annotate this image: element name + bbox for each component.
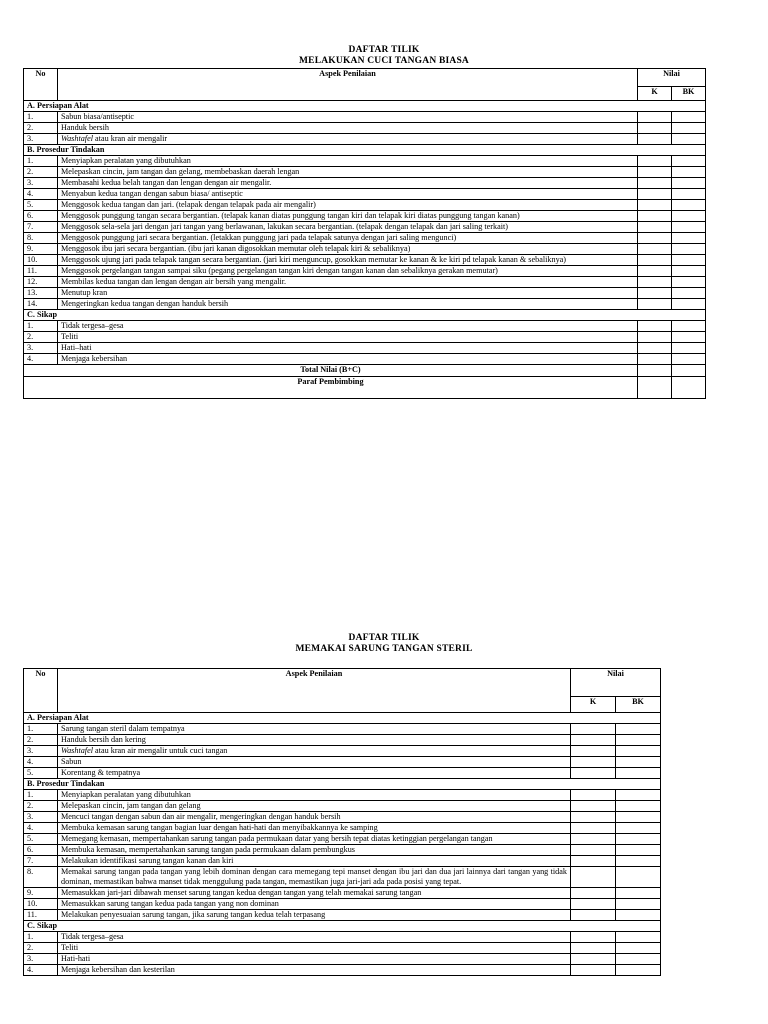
score-bk-cell[interactable] bbox=[616, 965, 661, 976]
score-bk-cell[interactable] bbox=[672, 222, 706, 233]
item-italic-term: Washtafel bbox=[61, 746, 93, 755]
doc1-title-line2: MELAKUKAN CUCI TANGAN BIASA bbox=[299, 56, 469, 66]
item-number: 3. bbox=[24, 954, 58, 965]
score-k-cell[interactable] bbox=[571, 746, 616, 757]
doc1-title bbox=[0, 45, 768, 67]
item-aspek-text: Melakukan identifikasi sarung tangan kanan dan kiri bbox=[58, 856, 571, 867]
section-title: A. Persiapan Alat bbox=[24, 713, 661, 724]
score-k-cell[interactable] bbox=[571, 954, 616, 965]
item-aspek-text: Sarung tangan steril dalam tempatnya bbox=[58, 724, 571, 735]
score-bk-cell[interactable] bbox=[672, 288, 706, 299]
score-k-cell[interactable] bbox=[638, 299, 672, 310]
score-bk-cell[interactable] bbox=[616, 823, 661, 834]
checklist-row bbox=[24, 266, 706, 277]
header-nilai: Nilai bbox=[638, 69, 706, 87]
score-bk-cell[interactable] bbox=[616, 746, 661, 757]
paraf-pembimbing-label: Paraf Pembimbing bbox=[24, 377, 638, 399]
header-bk: BK bbox=[672, 87, 706, 101]
score-k-cell[interactable] bbox=[638, 321, 672, 332]
item-aspek-text: Mencuci tangan dengan sabun dan air mengalir, mengeringkan dengan handuk bersih bbox=[58, 812, 571, 823]
item-number: 9. bbox=[24, 888, 58, 899]
score-bk-cell[interactable] bbox=[616, 856, 661, 867]
checklist-row bbox=[24, 299, 706, 310]
checklist-row bbox=[24, 233, 706, 244]
item-aspek-text: Menggosok punggung tangan secara bergantian. (telapak kanan diatas punggung tangan kiri dan telapak kiri diatas punggung tangan kanan) bbox=[58, 211, 638, 222]
checklist-row bbox=[24, 932, 661, 943]
score-bk-cell[interactable] bbox=[616, 768, 661, 779]
score-k-cell[interactable] bbox=[638, 266, 672, 277]
item-number: 3. bbox=[24, 812, 58, 823]
item-aspek-text: Menggosok sela-sela jari dengan jari tangan yang berlawanan, lakukan secara bergantian. (telapak dengan telapak dan jari saling terkait) bbox=[58, 222, 638, 233]
checklist-row bbox=[24, 244, 706, 255]
item-number: 14. bbox=[24, 299, 58, 310]
checklist-row bbox=[24, 768, 661, 779]
score-k-cell[interactable] bbox=[638, 167, 672, 178]
doc1-table-body bbox=[24, 101, 706, 365]
doc2-title-line1: DAFTAR TILIK bbox=[348, 633, 420, 643]
score-k-cell[interactable] bbox=[571, 757, 616, 768]
item-number: 7. bbox=[24, 222, 58, 233]
score-bk-cell[interactable] bbox=[672, 178, 706, 189]
score-k-cell[interactable] bbox=[638, 288, 672, 299]
header-no: No bbox=[24, 69, 58, 101]
section-header-row bbox=[24, 310, 706, 321]
checklist-row bbox=[24, 189, 706, 200]
checklist-row bbox=[24, 757, 661, 768]
item-aspek-text: Menggosok ibu jari secara bergantian. (ibu jari kanan digosokkan memutar oleh telapak kiri & sebaliknya) bbox=[58, 244, 638, 255]
section-header-row bbox=[24, 779, 661, 790]
checklist-row bbox=[24, 965, 661, 976]
doc2-title bbox=[0, 633, 768, 655]
score-k-cell[interactable] bbox=[571, 735, 616, 746]
score-k-cell[interactable] bbox=[638, 112, 672, 123]
score-k-cell[interactable] bbox=[571, 790, 616, 801]
item-number: 8. bbox=[24, 867, 58, 888]
score-k-cell[interactable] bbox=[638, 134, 672, 145]
item-aspek-text: Menyabun kedua tangan dengan sabun biasa/ antiseptic bbox=[58, 189, 638, 200]
item-aspek-text: Melepaskan cincin, jam tangan dan gelang, membebaskan daerah lengan bbox=[58, 167, 638, 178]
item-number: 5. bbox=[24, 768, 58, 779]
item-italic-term: Washtafel bbox=[61, 134, 93, 143]
item-text: atau kran air mengalir untuk cuci tangan bbox=[93, 746, 228, 755]
item-number: 4. bbox=[24, 189, 58, 200]
score-k-cell[interactable] bbox=[571, 888, 616, 899]
item-number: 4. bbox=[24, 354, 58, 365]
item-aspek-text: Menggosok punggung jari secara bergantian. (letakkan punggung jari pada telapak satunya dengan jari saling mengunci) bbox=[58, 233, 638, 244]
score-k-cell[interactable] bbox=[638, 277, 672, 288]
score-bk-cell[interactable] bbox=[616, 910, 661, 921]
doc2-table-body bbox=[24, 713, 661, 976]
item-aspek-text: Menutup kran bbox=[58, 288, 638, 299]
item-aspek-text: Menggosok ujung jari pada telapak tangan secara bergantian. (jari kiri menguncup, gosokkan memutar ke kanan & ke kiri pd telapak kanan & sebaliknya) bbox=[58, 255, 638, 266]
item-number: 7. bbox=[24, 856, 58, 867]
item-aspek-text: Melepaskan cincin, jam tangan dan gelang bbox=[58, 801, 571, 812]
item-number: 11. bbox=[24, 910, 58, 921]
paraf-k-cell[interactable] bbox=[638, 377, 672, 399]
header-k: K bbox=[571, 697, 616, 713]
item-number: 6. bbox=[24, 845, 58, 856]
item-aspek-text: Menggosok kedua tangan dan jari. (telapak dengan telapak pada air mengalir) bbox=[58, 200, 638, 211]
score-bk-cell[interactable] bbox=[672, 123, 706, 134]
item-aspek-text bbox=[58, 134, 638, 145]
total-nilai-label: Total Nilai (B+C) bbox=[24, 365, 638, 377]
checklist-row bbox=[24, 823, 661, 834]
section-title: C. Sikap bbox=[24, 921, 661, 932]
header-aspek: Aspek Penilaian bbox=[58, 669, 571, 713]
score-bk-cell[interactable] bbox=[672, 277, 706, 288]
item-number: 11. bbox=[24, 266, 58, 277]
score-bk-cell[interactable] bbox=[616, 954, 661, 965]
doc2-checklist-table bbox=[23, 668, 661, 976]
checklist-row bbox=[24, 354, 706, 365]
checklist-row bbox=[24, 222, 706, 233]
checklist-row bbox=[24, 735, 661, 746]
score-k-cell[interactable] bbox=[638, 332, 672, 343]
item-aspek-text: Membuka kemasan, mempertahankan sarung tangan pada permukaan dalam pembungkus bbox=[58, 845, 571, 856]
item-aspek-text: Mengeringkan kedua tangan dengan handuk bersih bbox=[58, 299, 638, 310]
score-k-cell[interactable] bbox=[571, 867, 616, 888]
item-text: atau kran air mengalir bbox=[93, 134, 168, 143]
item-aspek-text: Handuk bersih dan kering bbox=[58, 735, 571, 746]
checklist-row bbox=[24, 954, 661, 965]
item-aspek-text: Hati–hati bbox=[58, 343, 638, 354]
item-number: 10. bbox=[24, 899, 58, 910]
item-number: 1. bbox=[24, 156, 58, 167]
item-number: 5. bbox=[24, 200, 58, 211]
item-aspek-text: Handuk bersih bbox=[58, 123, 638, 134]
score-k-cell[interactable] bbox=[638, 244, 672, 255]
item-number: 1. bbox=[24, 724, 58, 735]
score-bk-cell[interactable] bbox=[672, 167, 706, 178]
score-bk-cell[interactable] bbox=[672, 266, 706, 277]
section-title: A. Persiapan Alat bbox=[24, 101, 706, 112]
score-k-cell[interactable] bbox=[638, 255, 672, 266]
item-number: 13. bbox=[24, 288, 58, 299]
item-number: 2. bbox=[24, 801, 58, 812]
score-k-cell[interactable] bbox=[638, 211, 672, 222]
score-k-cell[interactable] bbox=[571, 801, 616, 812]
item-number: 12. bbox=[24, 277, 58, 288]
score-bk-cell[interactable] bbox=[672, 134, 706, 145]
score-k-cell[interactable] bbox=[571, 845, 616, 856]
score-bk-cell[interactable] bbox=[672, 211, 706, 222]
score-bk-cell[interactable] bbox=[616, 812, 661, 823]
total-k-cell[interactable] bbox=[638, 365, 672, 377]
checklist-row bbox=[24, 746, 661, 757]
score-k-cell[interactable] bbox=[638, 200, 672, 211]
item-number: 4. bbox=[24, 757, 58, 768]
checklist-row bbox=[24, 288, 706, 299]
score-bk-cell[interactable] bbox=[616, 724, 661, 735]
score-bk-cell[interactable] bbox=[616, 888, 661, 899]
item-number: 3. bbox=[24, 178, 58, 189]
score-k-cell[interactable] bbox=[638, 156, 672, 167]
header-no: No bbox=[24, 669, 58, 713]
item-aspek-text: Membasahi kedua belah tangan dan lengan dengan air mengalir. bbox=[58, 178, 638, 189]
score-bk-cell[interactable] bbox=[616, 790, 661, 801]
score-bk-cell[interactable] bbox=[672, 233, 706, 244]
checklist-row bbox=[24, 845, 661, 856]
score-k-cell[interactable] bbox=[638, 189, 672, 200]
item-aspek-text: Sabun bbox=[58, 757, 571, 768]
checklist-row bbox=[24, 856, 661, 867]
item-number: 8. bbox=[24, 233, 58, 244]
score-bk-cell[interactable] bbox=[672, 354, 706, 365]
item-number: 4. bbox=[24, 823, 58, 834]
item-number: 2. bbox=[24, 123, 58, 134]
item-aspek-text: Memasukkan jari-jari dibawah menset sarung tangan kedua dengan tangan yang telah memakai sarung tangan bbox=[58, 888, 571, 899]
checklist-row bbox=[24, 200, 706, 211]
checklist-row bbox=[24, 134, 706, 145]
score-bk-cell[interactable] bbox=[616, 801, 661, 812]
section-header-row bbox=[24, 921, 661, 932]
item-number: 6. bbox=[24, 211, 58, 222]
score-k-cell[interactable] bbox=[571, 856, 616, 867]
checklist-row bbox=[24, 321, 706, 332]
score-bk-cell[interactable] bbox=[616, 834, 661, 845]
checklist-row bbox=[24, 943, 661, 954]
score-k-cell[interactable] bbox=[571, 812, 616, 823]
score-bk-cell[interactable] bbox=[672, 299, 706, 310]
score-k-cell[interactable] bbox=[638, 343, 672, 354]
item-aspek-text bbox=[58, 746, 571, 757]
score-k-cell[interactable] bbox=[571, 910, 616, 921]
item-number: 2. bbox=[24, 332, 58, 343]
item-aspek-text: Hati-hati bbox=[58, 954, 571, 965]
header-nilai: Nilai bbox=[571, 669, 661, 697]
score-k-cell[interactable] bbox=[571, 768, 616, 779]
doc1-title-line1: DAFTAR TILIK bbox=[348, 45, 420, 55]
section-header-row bbox=[24, 145, 706, 156]
checklist-row bbox=[24, 724, 661, 735]
item-aspek-text: Menggosok pergelangan tangan sampai siku (pegang pergelangan tangan kiri dengan tangan kanan dan sebaliknya gerakan memutar) bbox=[58, 266, 638, 277]
score-bk-cell[interactable] bbox=[672, 343, 706, 354]
section-header-row bbox=[24, 101, 706, 112]
score-bk-cell[interactable] bbox=[672, 156, 706, 167]
score-bk-cell[interactable] bbox=[672, 112, 706, 123]
checklist-row bbox=[24, 899, 661, 910]
score-bk-cell[interactable] bbox=[672, 321, 706, 332]
score-bk-cell[interactable] bbox=[616, 757, 661, 768]
section-header-row bbox=[24, 713, 661, 724]
item-aspek-text: Korentang & tempatnya bbox=[58, 768, 571, 779]
item-number: 2. bbox=[24, 943, 58, 954]
total-bk-cell[interactable] bbox=[672, 365, 706, 377]
item-number: 2. bbox=[24, 167, 58, 178]
score-bk-cell[interactable] bbox=[616, 735, 661, 746]
item-aspek-text: Tidak tergesa–gesa bbox=[58, 932, 571, 943]
item-number: 3. bbox=[24, 746, 58, 757]
score-bk-cell[interactable] bbox=[672, 244, 706, 255]
checklist-row bbox=[24, 812, 661, 823]
item-number: 2. bbox=[24, 735, 58, 746]
score-bk-cell[interactable] bbox=[616, 943, 661, 954]
score-bk-cell[interactable] bbox=[616, 899, 661, 910]
header-k: K bbox=[638, 87, 672, 101]
item-aspek-text: Memegang kemasan, mempertahankan sarung tangan pada permukaan datar yang bersih tepat diatas ketinggian pergelangan tangan bbox=[58, 834, 571, 845]
checklist-row bbox=[24, 156, 706, 167]
score-k-cell[interactable] bbox=[571, 965, 616, 976]
score-k-cell[interactable] bbox=[571, 823, 616, 834]
item-aspek-text: Memasukkan sarung tangan kedua pada tangan yang non dominan bbox=[58, 899, 571, 910]
score-bk-cell[interactable] bbox=[616, 867, 661, 888]
doc2-title-line2: MEMAKAI SARUNG TANGAN STERIL bbox=[295, 644, 473, 654]
score-bk-cell[interactable] bbox=[616, 845, 661, 856]
checklist-row bbox=[24, 277, 706, 288]
score-k-cell[interactable] bbox=[571, 943, 616, 954]
checklist-row bbox=[24, 211, 706, 222]
item-number: 9. bbox=[24, 244, 58, 255]
section-title: C. Sikap bbox=[24, 310, 706, 321]
item-number: 10. bbox=[24, 255, 58, 266]
section-title: B. Prosedur Tindakan bbox=[24, 145, 706, 156]
item-aspek-text: Memakai sarung tangan pada tangan yang lebih dominan dengan cara memegang tepi manset dengan ibu jari dan dua jari lainnya dari tangan yang tidak dominan, memastikan bahwa manset tidak menggulung pada tangan, memastikan juga jari-jari ada pada posisi yang tepat. bbox=[58, 867, 571, 888]
checklist-row bbox=[24, 123, 706, 134]
checklist-row bbox=[24, 112, 706, 123]
checklist-row bbox=[24, 867, 661, 888]
item-number: 1. bbox=[24, 112, 58, 123]
item-aspek-text: Teliti bbox=[58, 943, 571, 954]
score-bk-cell[interactable] bbox=[672, 255, 706, 266]
item-aspek-text: Menjaga kebersihan bbox=[58, 354, 638, 365]
score-k-cell[interactable] bbox=[571, 899, 616, 910]
item-number: 3. bbox=[24, 134, 58, 145]
score-bk-cell[interactable] bbox=[616, 932, 661, 943]
checklist-row bbox=[24, 888, 661, 899]
score-k-cell[interactable] bbox=[638, 354, 672, 365]
score-k-cell[interactable] bbox=[638, 233, 672, 244]
score-k-cell[interactable] bbox=[638, 178, 672, 189]
item-aspek-text: Membuka kemasan sarung tangan bagian luar dengan hati-hati dan menyibakkannya ke samping bbox=[58, 823, 571, 834]
item-number: 3. bbox=[24, 343, 58, 354]
section-title: B. Prosedur Tindakan bbox=[24, 779, 661, 790]
score-bk-cell[interactable] bbox=[672, 332, 706, 343]
checklist-row bbox=[24, 178, 706, 189]
score-k-cell[interactable] bbox=[571, 834, 616, 845]
item-aspek-text: Menjaga kebersihan dan kesterilan bbox=[58, 965, 571, 976]
item-aspek-text: Membilas kedua tangan dan lengan dengan air bersih yang mengalir. bbox=[58, 277, 638, 288]
score-k-cell[interactable] bbox=[638, 123, 672, 134]
paraf-bk-cell[interactable] bbox=[672, 377, 706, 399]
item-aspek-text: Sabun biasa/antiseptic bbox=[58, 112, 638, 123]
score-bk-cell[interactable] bbox=[672, 189, 706, 200]
item-aspek-text: Menyiapkan peralatan yang dibutuhkan bbox=[58, 790, 571, 801]
checklist-row bbox=[24, 910, 661, 921]
item-number: 1. bbox=[24, 932, 58, 943]
item-aspek-text: Tidak tergesa–gesa bbox=[58, 321, 638, 332]
score-bk-cell[interactable] bbox=[672, 200, 706, 211]
header-aspek: Aspek Penilaian bbox=[58, 69, 638, 101]
checklist-row bbox=[24, 343, 706, 354]
checklist-row bbox=[24, 801, 661, 812]
header-bk: BK bbox=[616, 697, 661, 713]
item-number: 5. bbox=[24, 834, 58, 845]
score-k-cell[interactable] bbox=[571, 724, 616, 735]
score-k-cell[interactable] bbox=[571, 932, 616, 943]
checklist-row bbox=[24, 834, 661, 845]
item-aspek-text: Melakukan penyesuaian sarung tangan, jika sarung tangan kedua telah terpasang bbox=[58, 910, 571, 921]
score-k-cell[interactable] bbox=[638, 222, 672, 233]
checklist-row bbox=[24, 167, 706, 178]
checklist-row bbox=[24, 332, 706, 343]
item-number: 1. bbox=[24, 321, 58, 332]
doc1-checklist-table bbox=[23, 68, 706, 399]
checklist-row bbox=[24, 790, 661, 801]
item-number: 4. bbox=[24, 965, 58, 976]
item-number: 1. bbox=[24, 790, 58, 801]
item-aspek-text: Teliti bbox=[58, 332, 638, 343]
checklist-row bbox=[24, 255, 706, 266]
item-aspek-text: Menyiapkan peralatan yang dibutuhkan bbox=[58, 156, 638, 167]
